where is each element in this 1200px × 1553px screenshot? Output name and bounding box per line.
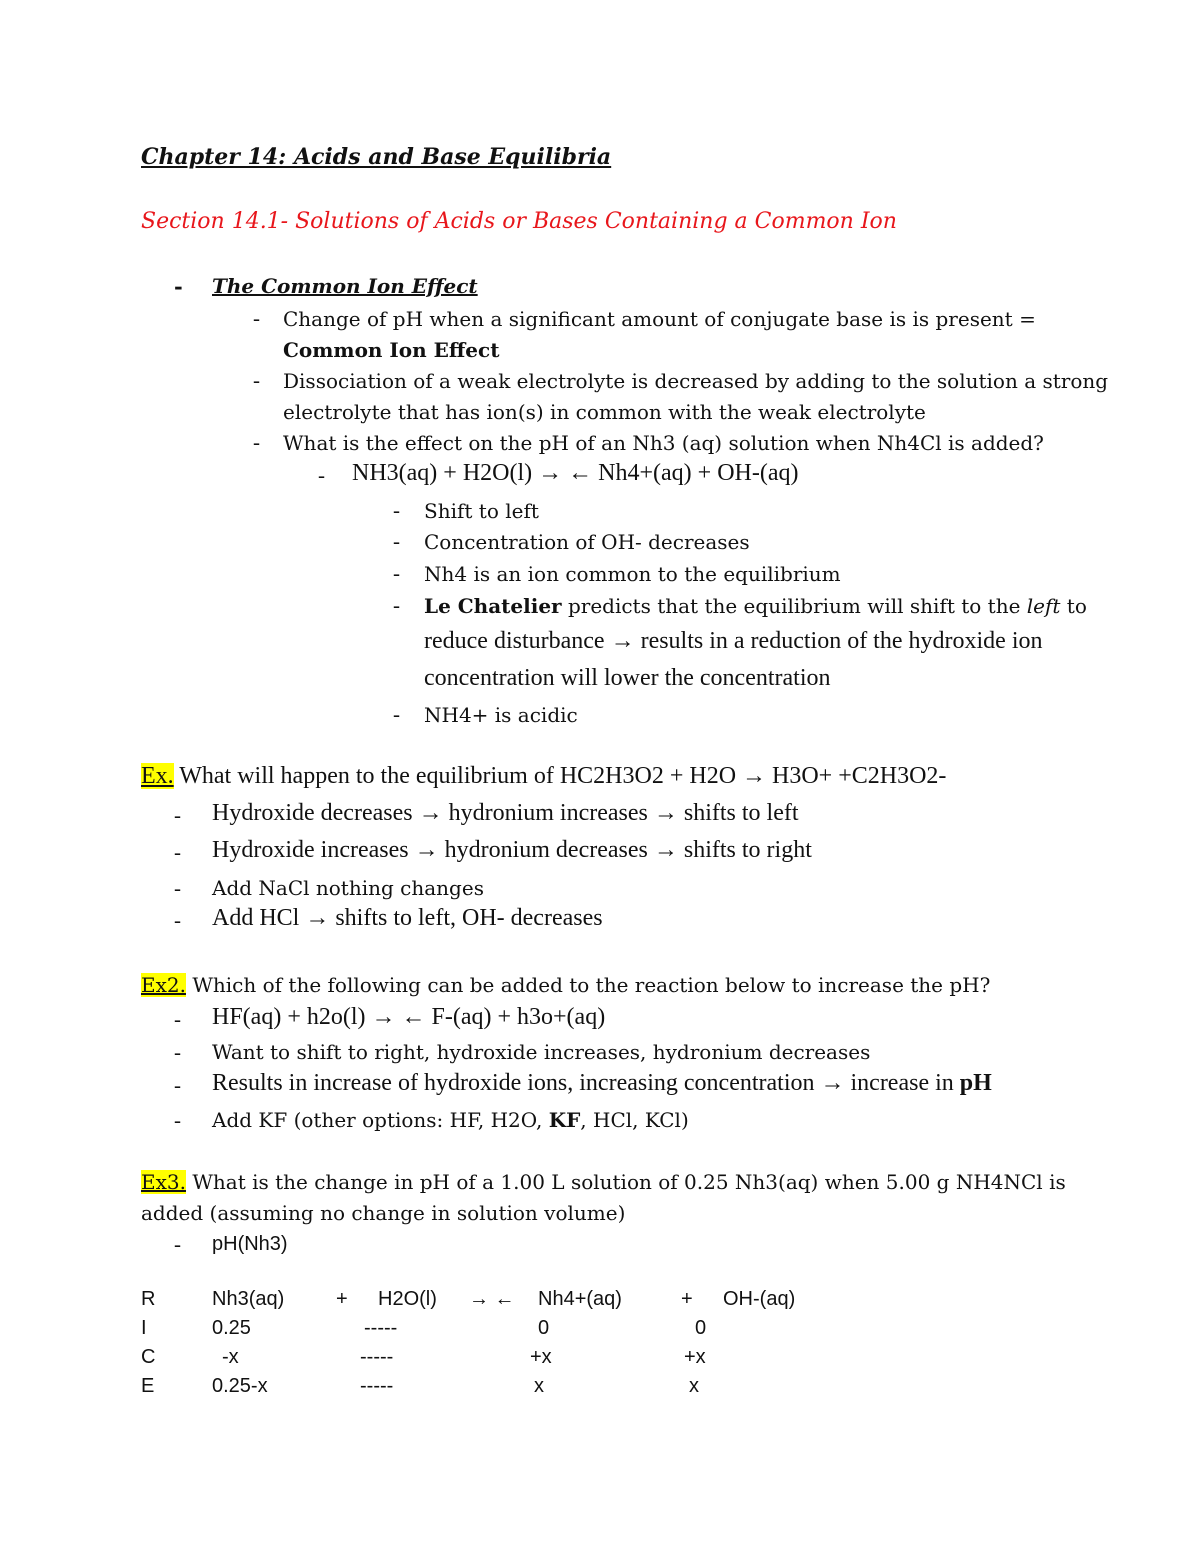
- example-2-item: [212, 1108, 689, 1132]
- nh3-equation: NH3(aq) + H2O(l) → ← Nh4+(aq) + OH-(aq): [352, 460, 799, 486]
- rice-row-label: E: [141, 1375, 155, 1397]
- rice-cell: +x: [530, 1346, 552, 1368]
- sub-item-2: Concentration of OH- decreases: [424, 530, 750, 554]
- example-3-label: Ex3.: [141, 1170, 186, 1194]
- example-1-item: Add HCl → shifts to left, OH- decreases: [212, 905, 603, 931]
- example-2-item-4-pre: Add KF (other options: HF, H2O,: [212, 1108, 549, 1132]
- example-2-item-3-bold: pH: [959, 1070, 992, 1096]
- common-ion-item-2-cont: electrolyte that has ion(s) in common with the weak electrolyte: [283, 400, 926, 424]
- example-1-item: Add NaCl nothing changes: [212, 876, 484, 900]
- section-title: Section 14.1- Solutions of Acids or Bases Containing a Common Ion: [141, 209, 897, 234]
- bullet-dash: -: [174, 876, 181, 900]
- example-2-text: Which of the following can be added to the reaction below to increase the pH?: [185, 973, 991, 997]
- rice-plus: +: [336, 1288, 348, 1310]
- rice-cell: H2O(l): [378, 1288, 437, 1310]
- common-ion-item-2: Dissociation of a weak electrolyte is decreased by adding to the solution a strong: [283, 369, 1109, 393]
- sub-item-5: NH4+ is acidic: [424, 703, 578, 727]
- bullet-dash: -: [253, 306, 260, 330]
- bullet-dash: -: [253, 368, 260, 392]
- sub-item-3: Nh4 is an ion common to the equilibrium: [424, 562, 841, 586]
- chapter-title: Chapter 14: Acids and Base Equilibria: [141, 144, 612, 170]
- example-1-question: [141, 763, 946, 790]
- bullet-dash: -: [393, 529, 400, 553]
- rice-plus: +: [681, 1288, 693, 1310]
- rice-cell: -x: [222, 1346, 239, 1368]
- rice-cell: -----: [360, 1375, 394, 1397]
- example-3-question-cont: added (assuming no change in solution volume): [141, 1201, 626, 1225]
- bullet-dash: -: [253, 430, 260, 454]
- common-ion-item-3: What is the effect on the pH of an Nh3 (aq) solution when Nh4Cl is added?: [283, 431, 1044, 455]
- example-1-label: Ex.: [141, 763, 174, 789]
- rice-cell: +x: [684, 1346, 706, 1368]
- sub-item-4: [424, 594, 1087, 618]
- rice-row-label: C: [141, 1346, 156, 1368]
- rice-arrow: → ←: [469, 1288, 515, 1310]
- example-2-item: HF(aq) + h2o(l) → ← F-(aq) + h3o+(aq): [212, 1004, 606, 1030]
- bullet-dash: -: [174, 1040, 181, 1064]
- rice-row-label: I: [141, 1317, 147, 1339]
- rice-row-label: R: [141, 1288, 156, 1310]
- sub-item-4-line-3: concentration will lower the concentration: [424, 665, 831, 691]
- rice-cell: x: [689, 1375, 699, 1397]
- rice-cell: 0.25: [212, 1317, 251, 1339]
- example-2-question: [141, 973, 990, 997]
- bullet-dash: -: [174, 1007, 181, 1031]
- example-2-item: [212, 1070, 992, 1097]
- sub-item-4-italic: left: [1026, 594, 1061, 618]
- bullet-dash: -: [393, 593, 400, 617]
- example-2-label: Ex2.: [141, 973, 186, 997]
- example-3-question: [141, 1170, 1066, 1194]
- sub-item-4-line-2: reduce disturbance → results in a reduction of the hydroxide ion: [424, 628, 1043, 654]
- bullet-dash: -: [318, 463, 325, 487]
- example-3-text: What is the change in pH of a 1.00 L solution of 0.25 Nh3(aq) when 5.00 g NH4NCl is: [185, 1170, 1066, 1194]
- bullet-dash: -: [174, 1232, 181, 1256]
- example-1-item: Hydroxide increases → hydronium decreases → shifts to right: [212, 837, 812, 863]
- bullet-dash: -: [393, 702, 400, 726]
- sub-item-4-text: predicts that the equilibrium will shift to the: [561, 594, 1027, 618]
- bullet-dash: -: [174, 840, 181, 864]
- bullet-dash: -: [174, 908, 181, 932]
- rice-cell: 0: [538, 1317, 550, 1339]
- rice-cell: 0: [695, 1317, 707, 1339]
- rice-cell: -----: [364, 1317, 398, 1339]
- bullet-dash: -: [393, 498, 400, 522]
- sub-item-1: Shift to left: [424, 499, 539, 523]
- example-2-item-4-bold: KF: [548, 1108, 581, 1132]
- bullet-dash: -: [174, 1073, 181, 1097]
- bullet-dash: -: [174, 1108, 181, 1132]
- example-2-item: Want to shift to right, hydroxide increases, hydronium decreases: [212, 1040, 871, 1064]
- rice-cell: Nh4+(aq): [538, 1288, 622, 1310]
- common-ion-heading: The Common Ion Effect: [212, 274, 478, 298]
- rice-cell: Nh3(aq): [212, 1288, 285, 1310]
- bullet-dash: -: [174, 803, 181, 827]
- example-2-item-3-text: Results in increase of hydroxide ions, increasing concentration → increase in: [212, 1070, 960, 1096]
- rice-cell: -----: [360, 1346, 394, 1368]
- rice-cell: x: [534, 1375, 544, 1397]
- example-1-text: What will happen to the equilibrium of HC2H3O2 + H2O → H3O+ +C2H3O2-: [173, 763, 947, 789]
- le-chatelier-term: Le Chatelier: [424, 594, 562, 618]
- common-ion-item-1-term: Common Ion Effect: [283, 338, 500, 362]
- example-1-item: Hydroxide decreases → hydronium increases → shifts to left: [212, 800, 799, 826]
- common-ion-item-1: Change of pH when a significant amount of conjugate base is is present =: [283, 307, 1036, 331]
- rice-cell: 0.25-x: [212, 1375, 268, 1397]
- example-2-item-4-post: , HCl, KCl): [580, 1108, 689, 1132]
- sub-item-4-end: to: [1060, 594, 1087, 618]
- bullet-dash: -: [393, 561, 400, 585]
- example-3-item: pH(Nh3): [212, 1233, 288, 1255]
- bullet-dash: -: [174, 274, 183, 299]
- rice-cell: OH-(aq): [723, 1288, 796, 1310]
